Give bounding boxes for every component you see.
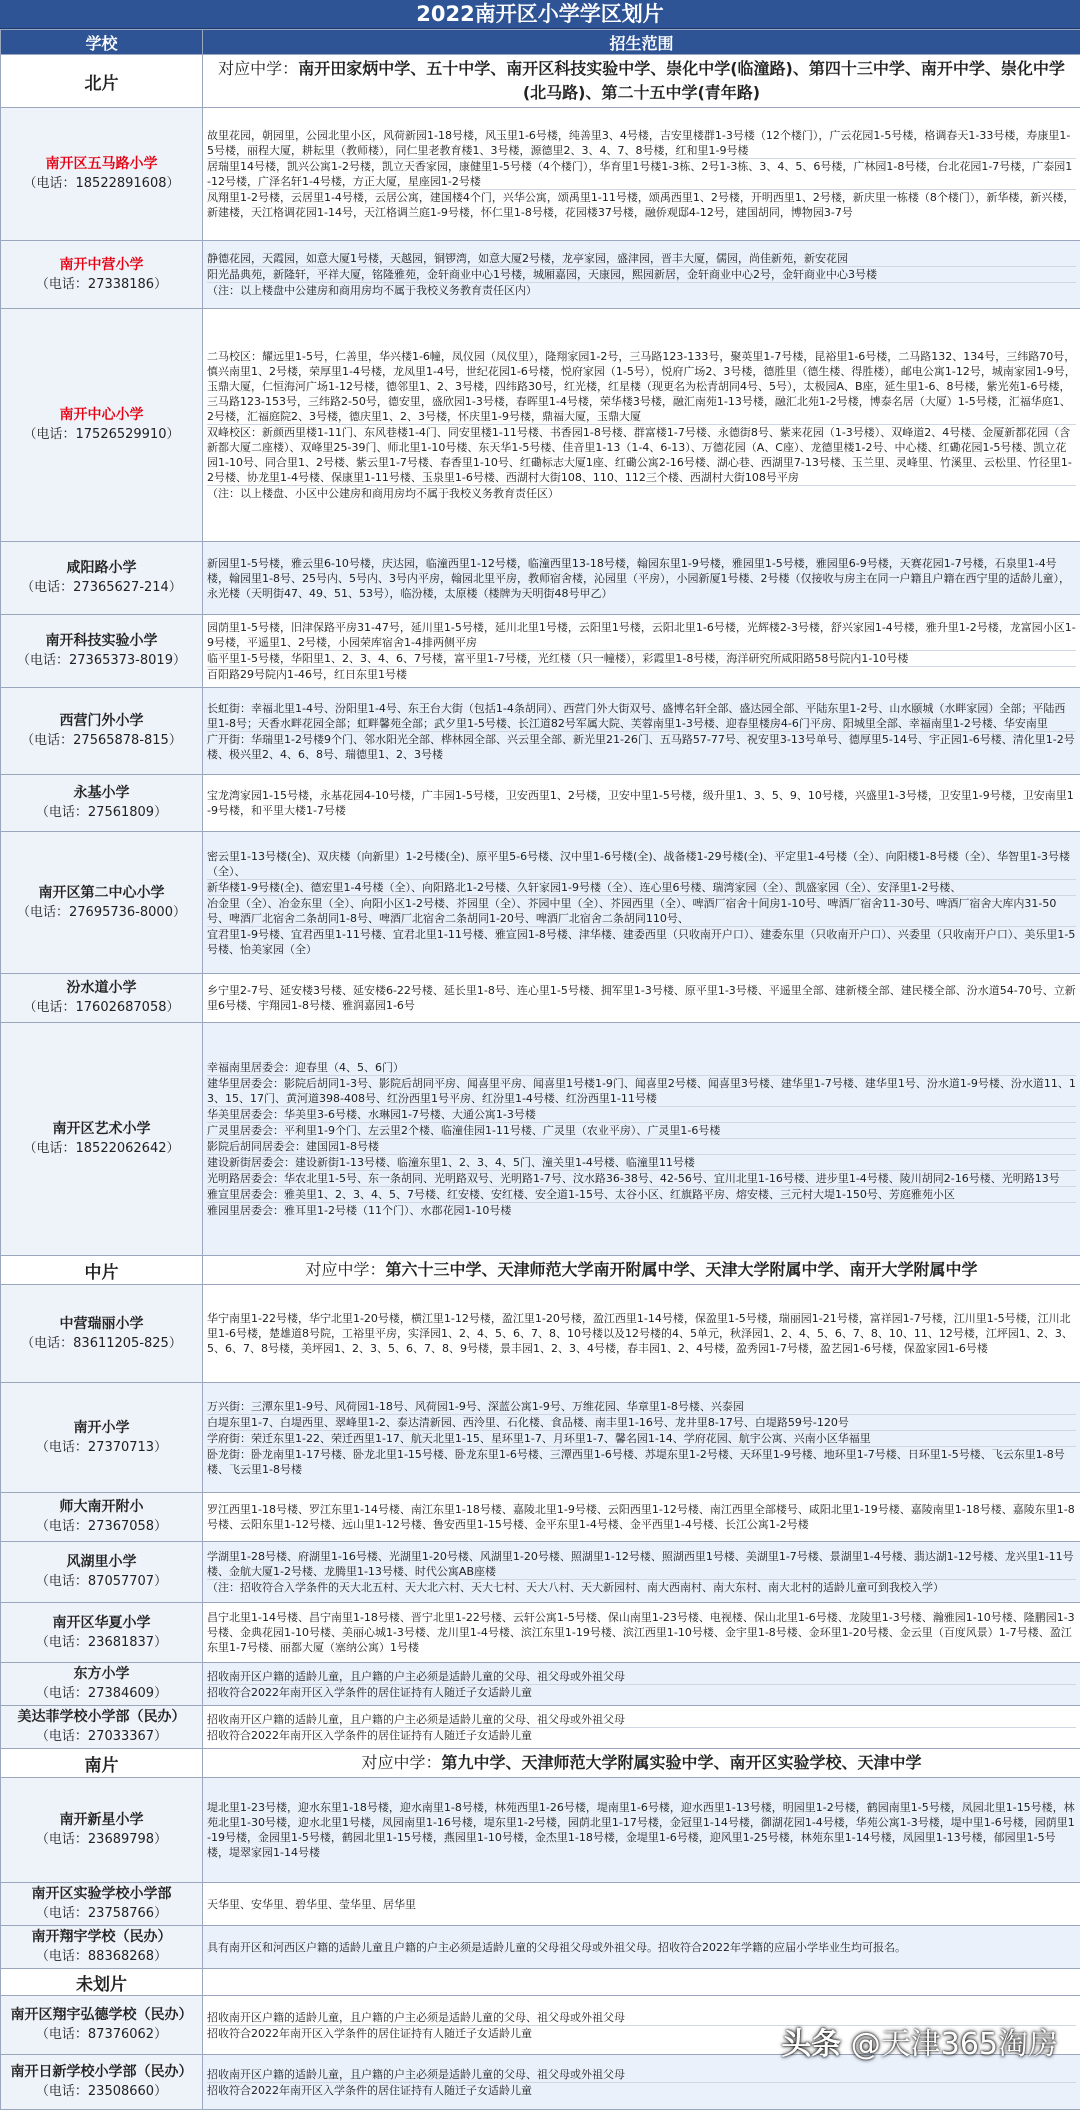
school-name: 南开翔宇学校（民办） — [5, 1928, 198, 1947]
scope-line: 雅园里居委会：雅耳里1-2号楼（11个门）、水郡花园1-10号楼 — [207, 1203, 1076, 1218]
zone-row-south — [1, 1749, 1080, 1778]
scope-line: 凤翔里1-2号楼，云居里1-4号楼，云居公寓，建国楼4个门，兴华公寓，颂禹里1-11号楼，颂禹西里1、2号楼，开明西里1、2号楼，新庆里一栋楼（8个楼门），新华楼，新兴楼，新建楼，天江格调花园1-14号，天江格调兰庭1-9号楼，怀仁里1-8号楼，花园楼37号楼，融侨观邸4-12号，建国胡同，博物园3-7号 — [207, 190, 1076, 220]
school-cell — [1, 542, 203, 615]
scope-line: 白堤东里1-7、白堤西里、翠峰里1-2、泰达清新园、西泠里、石化楼、食品楼、南丰里1-16号、龙井里8-17号、白堤路59号-120号 — [207, 1415, 1076, 1431]
scope-line: 幸福南里居委会：迎春里（4、5、6门） — [207, 1060, 1076, 1076]
school-cell — [1, 1542, 203, 1603]
school-cell — [1, 309, 203, 542]
scope-line: 临平里1-5号楼，华阳里1、2、3、4、6、7号楼，富平里1-7号楼，光红楼（只一幢楼），彩霞里1-8号楼，海洋研究所咸阳路58号院内1-10号楼 — [207, 651, 1076, 667]
header-scope: 招生范围 — [203, 30, 1080, 55]
school-phone: （电话：23689798） — [5, 1830, 198, 1849]
scope-cell — [203, 974, 1080, 1023]
scope-line: 招收南开区户籍的适龄儿童，且户籍的户主必须是适龄儿童的父母、祖父母或外祖父母 — [207, 1669, 1076, 1685]
scope-cell — [203, 1883, 1080, 1926]
scope-cell — [203, 1542, 1080, 1603]
scope-line: 宜君里1-9号楼、宜君西里1-11号楼、宜君北里1-11号楼、雅宣园1-8号楼、津华楼、建委西里（只收南开户口）、建委东里（只收南开户口）、兴委里（只收南开户口）、美乐里1-5号楼、怡美家园（全） — [207, 927, 1076, 957]
scope-line: 居瑞里14号楼，凯兴公寓1-2号楼，凯立天香家园，康健里1-5号楼（4个楼门），华育里1号楼1-3栋、2号1-3栋、3、4、5、6号楼，广林园1-8号楼，台北花园1-7号楼，广泰园1-12号楼，广泽名轩1-4号楼，方正大厦，星座园1-2号楼 — [207, 159, 1076, 190]
scope-line: 阳光晶典苑，新隆轩，平祥大厦，铭隆雅苑，金轩商业中心1号楼，城厢嘉园，天康园，熙园新居，金轩商业中心2号，金轩商业中心3号楼 — [207, 267, 1076, 283]
scope-line: （注：招收符合入学条件的天大北五村、天大北六村、天大七村、天大八村、天大新园村、南大西南村、南大东村、南大北村的适龄儿童可到我校入学） — [207, 1580, 1076, 1595]
scope-line: 广开街：华瑞里1-2号楼9个门、邻水阳光全部、桦林园全部、兴云里全部、新光里21-26门、五马路57-77号、祝安里3-13号单号、德厚里5-14号、宇正园1-6号楼、清化里1-2号楼、极兴里2、4、6、8号、瑞德里1、2、3号楼 — [207, 732, 1076, 762]
header-school: 学校 — [1, 30, 203, 55]
school-phone: （电话：18522062642） — [5, 1139, 198, 1158]
school-cell — [1, 775, 203, 832]
scope-cell — [203, 1285, 1080, 1383]
scope-line: 具有南开区和河西区户籍的适龄儿童且户籍的户主必须是适龄儿童的父母祖父母或外祖父母。招收符合2022年学籍的应届小学毕业生均可报名。 — [207, 1940, 1076, 1955]
scope-line: 招收南开区户籍的适龄儿童，且户籍的户主必须是适龄儿童的父母、祖父母或外祖父母 — [207, 1712, 1076, 1728]
school-phone: （电话：27365627-214） — [5, 578, 198, 597]
scope-cell — [203, 615, 1080, 688]
zone-middle-schools: 第六十三中学、天津师范大学南开附属中学、天津大学附属中学、南开大学附属中学 — [386, 1260, 978, 1279]
scope-line: 园荫里1-5号楼，旧津保路平房31-47号，延川里1-5号楼，延川北里1号楼，云阳里1号楼，云阳北里1-6号楼，光辉楼2-3号楼，舒兴家园1-4号楼，雅升里1-2号楼，龙富园小区1-9号楼，平遥里1、2号楼，小园荣库宿舍1-4排两侧平房 — [207, 620, 1076, 651]
scope-line: 乡宁里2-7号、延安楼3号楼、延安楼6-22号楼、延长里1-8号、连心里1-5号楼、拥军里1-3号楼、原平里1-3号楼、平遥里全部、建新楼全部、建民楼全部、汾水道54-70号、立新里6号楼、宇翔园1-8号楼、雅润嘉园1-6号 — [207, 983, 1076, 1013]
school-name: 南开区艺术小学 — [5, 1120, 198, 1139]
school-row — [1, 309, 1080, 542]
scope-line: 新园里1-5号楼，雅云里6-10号楼，庆达园，临潼西里1-12号楼，临潼西里13-18号楼，翰园东里1-9号楼，雅园里1-5号楼，雅园里6-9号楼，天赛花园1-7号楼，石泉里1-4号楼，翰园里1-8号、25号内、5号内、3号内平房，翰园北里平房，教师宿舍楼，沁园里（平房），小园新厦1号楼、2号楼（仅接收与房主在同一户籍且户籍在西宁里的适龄儿童），永光楼（天明街47、49、51、53号），临汾楼，太原楼（楼牌为天明街48号甲乙） — [207, 556, 1076, 601]
scope-cell — [203, 542, 1080, 615]
footer-account: @天津365淘房 — [851, 2027, 1058, 2062]
school-cell — [1, 1778, 203, 1883]
zone-name: 中片 — [1, 1256, 203, 1285]
zone-scope — [203, 1749, 1080, 1778]
scope-line: 密云里1-13号楼(全)、双庆楼（向新里）1-2号楼(全)、原平里5-6号楼、汉中里1-6号楼(全)、战备楼1-29号楼(全)、平定里1-4号楼（全）、向阳楼1-8号楼（全）、华智里1-3号楼（全）、 — [207, 849, 1076, 880]
school-phone: （电话：87057707） — [5, 1572, 198, 1591]
school-row — [1, 1883, 1080, 1926]
zone-name: 未划片 — [1, 1969, 203, 1996]
school-row — [1, 1926, 1080, 1969]
school-phone: （电话：18522891608） — [5, 174, 198, 193]
school-row — [1, 615, 1080, 688]
scope-cell — [203, 1663, 1080, 1706]
school-phone: （电话：87376062） — [5, 2025, 198, 2044]
school-cell — [1, 1996, 203, 2055]
school-row — [1, 542, 1080, 615]
school-cell — [1, 1493, 203, 1542]
scope-line: 堤北里1-23号楼，迎水东里1-18号楼，迎水南里1-8号楼，林苑西里1-26号楼，堤南里1-6号楼，迎水西里1-13号楼，明园里1-2号楼，鹤园南里1-5号楼，凤园北里1-15号楼，林苑北里1-30号楼，迎水北里1号楼，凤园南里1-16号楼，堤东里1-2号楼，园荫北里1-17号楼，金冠里1-14号楼，御湖花园1-4号楼，华苑公寓1-3号楼，堤中里1-6号楼，园荫里1-19号楼，金园里1-5号楼，鹤园北里1-15号楼，燕园里1-10号楼，金杰里1-18号楼，金堤里1-6号楼，迎风里1-25号楼，林苑东里1-14号楼，凤园里1-13号楼，郁园里1-5号楼，堤翠家园1-14号楼 — [207, 1800, 1076, 1860]
school-name: 咸阳路小学 — [5, 559, 198, 578]
scope-line: 招收符合2022年南开区入学条件的居住证持有人随迁子女适龄儿童 — [207, 2083, 1076, 2098]
school-cell — [1, 108, 203, 241]
page-title: 2022南开区小学学区划片 — [0, 0, 1080, 29]
table-header-row — [1, 30, 1080, 55]
school-row — [1, 832, 1080, 974]
scope-line: 昌宁北里1-14号楼、昌宁南里1-18号楼、晋宁北里1-22号楼、云轩公寓1-5号楼、保山南里1-23号楼、电视楼、保山北里1-6号楼、龙陵里1-3号楼、瀚雅园1-10号楼、隆鹏园1-3号楼、金典花园1-10号楼、美丽心城1-3号楼、龙川里1-4号楼、滨江东里1-19号楼、滨江西里1-10号楼、金宇里1-8号楼、金环里1-20号楼、金云里（百度风景）1-7号楼、盈江东里1-7号楼、丽都大厦（塞纳公寓）1号楼 — [207, 1610, 1076, 1655]
school-row — [1, 1706, 1080, 1749]
school-cell — [1, 1883, 203, 1926]
school-name: 南开日新学校小学部（民办） — [5, 2063, 198, 2082]
school-phone: （电话：23758766） — [5, 1904, 198, 1923]
school-name: 南开中营小学 — [5, 256, 198, 275]
school-phone: （电话：27338186） — [5, 275, 198, 294]
school-phone: （电话：27033367） — [5, 1727, 198, 1746]
school-phone: （电话：17526529910） — [5, 425, 198, 444]
school-row — [1, 1778, 1080, 1883]
school-cell — [1, 2055, 203, 2110]
scope-cell — [203, 688, 1080, 775]
school-row — [1, 1023, 1080, 1256]
school-name: 南开区五马路小学 — [5, 155, 198, 174]
school-name: 南开区第二中心小学 — [5, 884, 198, 903]
scope-line: 罗江西里1-18号楼、罗江东里1-14号楼、南江东里1-18号楼、嘉陵北里1-9号楼、云阳西里1-12号楼、南江西里全部楼号、咸阳北里1-19号楼、嘉陵南里1-18号楼、嘉陵东里1-8号楼、云阳东里1-12号楼、远山里1-12号楼、鲁安西里1-15号楼、金平东里1-4号楼、金平西里1-4号楼、长江公寓1-2号楼 — [207, 1502, 1076, 1532]
scope-cell — [203, 1926, 1080, 1969]
scope-line: 广灵里居委会：平利里1-9个门、左云里2个楼、临潼佳园1-11号楼、广灵里（农业平房）、广灵里1-6号楼 — [207, 1123, 1076, 1139]
scope-cell — [203, 832, 1080, 974]
scope-line: 故里花园，朝园里，公园北里小区，风荷新园1-18号楼，风玉里1-6号楼，纯善里3、4号楼，吉安里楼群1-3号楼（12个楼门），广云花园1-5号楼，格调春天1-33号楼，寿康里1-5号楼，丽程大厦，耕耘里（教师楼），同仁里老教育楼1、3号楼，源德里2、3、4、7、8号楼，红和里1-9号楼 — [207, 128, 1076, 159]
zone-name: 北片 — [1, 55, 203, 108]
school-row — [1, 1603, 1080, 1663]
school-name: 汾水道小学 — [5, 979, 198, 998]
school-name: 南开小学 — [5, 1419, 198, 1438]
scope-line: （注：以上楼盘、小区中公建房和商用房均不属于我校义务教育责任区） — [207, 486, 1076, 501]
zone-row-middle — [1, 1256, 1080, 1285]
school-row — [1, 108, 1080, 241]
school-name: 南开区翔宇弘德学校（民办） — [5, 2006, 198, 2025]
school-name: 永基小学 — [5, 784, 198, 803]
scope-line: 招收南开区户籍的适龄儿童，且户籍的户主必须是适龄儿童的父母、祖父母或外祖父母 — [207, 2067, 1076, 2083]
school-row — [1, 1383, 1080, 1493]
zone-row-unassigned — [1, 1969, 1080, 1996]
school-cell — [1, 241, 203, 309]
school-phone: （电话：23508660） — [5, 2082, 198, 2101]
school-phone: （电话：27367058） — [5, 1517, 198, 1536]
scope-cell — [203, 1778, 1080, 1883]
zone-scope — [203, 1969, 1080, 1996]
scope-line: 新华楼1-9号楼(全)、德宏里1-4号楼（全）、向阳路北1-2号楼、久轩家园1-9号楼（全）、连心里6号楼、瑞湾家园（全）、凯盛家园（全）、安泽里1-2号楼、 — [207, 880, 1076, 896]
school-name: 中营瑞丽小学 — [5, 1315, 198, 1334]
school-phone: （电话：27365373-8019） — [5, 651, 198, 670]
zone-scope — [203, 55, 1080, 108]
district-table — [0, 29, 1080, 2110]
school-name: 南开中心小学 — [5, 406, 198, 425]
school-cell — [1, 1383, 203, 1493]
scope-line: 百阳路29号院内1-46号，红日东里1号楼 — [207, 667, 1076, 682]
school-cell — [1, 1663, 203, 1706]
table-body — [1, 55, 1080, 2110]
scope-line: 学湖里1-28号楼、府湖里1-16号楼、光湖里1-20号楼、风湖里1-20号楼、照湖里1-12号楼、照湖西里1号楼、美湖里1-7号楼、景湖里1-4号楼、翡达湖1-12号楼、龙兴里1-11号楼、金航大厦1-2号楼、龙腾里1-13号楼、时代公寓AB座楼 — [207, 1549, 1076, 1580]
scope-line: 长虹街：幸福北里1-4号、汾阳里1-4号、东王台大街（包括1-4条胡同）、西营门外大街双号、盛博名轩全部、盛达园全部、平陆东里1-2号、山水颐城（水畔家园）全部；平陆西里1-8号；天香水畔花园全部；虹畔馨苑全部；武夕里1-5号楼、长江道82号军属大院、芙蓉南里1-3号楼、迎春里楼房4-6门平房、阳城里全部、幸福南里1-2号楼、华安南里 — [207, 701, 1076, 732]
zone-scope-prefix: 对应中学： — [361, 1753, 441, 1772]
school-name: 南开区实验学校小学部 — [5, 1885, 198, 1904]
scope-line: 天华里、安华里、碧华里、莹华里、居华里 — [207, 1897, 1076, 1912]
school-name: 风湖里小学 — [5, 1553, 198, 1572]
scope-line: 万兴街：三潭东里1-9号、风荷园1-18号、风荷园1-9号、深蓝公寓1-9号、万维花园、华章里1-8号楼、兴泰园 — [207, 1399, 1076, 1415]
school-phone: （电话：27561809） — [5, 803, 198, 822]
school-cell — [1, 688, 203, 775]
scope-cell — [203, 108, 1080, 241]
scope-line: 华宁南里1-22号楼，华宁北里1-20号楼，横江里1-12号楼，盈江里1-20号楼，盈江西里1-14号楼，保盈里1-5号楼，瑞丽园1-21号楼，富祥园1-7号楼，江川里1-5号楼，江川北里1-6号楼，楚雄道8号院，工裕里平房，实泽园1、2、4、5、6、7、8、10号楼以及12号楼的4、5单元，秋泽园1、2、4、5、6、7、8、10、11、12号楼，江坪园1、2、3、5、6、7、8号楼，美坪园1、2、3、5、6、7、8、9号楼，景丰园1、2、3、4号楼，春丰园1、2、4号楼，盈秀园1-7号楼，盈艺园1-6号楼，保盈家园1-6号楼 — [207, 1311, 1076, 1356]
school-name: 南开科技实验小学 — [5, 632, 198, 651]
school-phone: （电话：83611205-825） — [5, 1334, 198, 1353]
scope-line: 雅宣里居委会：雅美里1、2、3、4、5、7号楼、红安楼、安红楼、安全道1-15号、太谷小区、红旗路平房、熔安楼、三元村大堤1-150号、芳庭雅苑小区 — [207, 1187, 1076, 1203]
scope-line: 招收符合2022年南开区入学条件的居住证持有人随迁子女适龄儿童 — [207, 2026, 1076, 2041]
school-phone: （电话：17602687058） — [5, 998, 198, 1017]
scope-line: 华美里居委会：华美里3-6号楼、水琳园1-7号楼、大通公寓1-3号楼 — [207, 1107, 1076, 1123]
school-phone: （电话：23681837） — [5, 1633, 198, 1652]
school-phone: （电话：27370713） — [5, 1438, 198, 1457]
school-cell — [1, 832, 203, 974]
scope-line: 冶金里（全）、冶金东里（全）、向阳小区1-2号楼、芥园里（全）、芥园中里（全）、芥园西里（全）、啤酒厂宿舍十间房1-10号、啤酒厂宿舍11-30号、啤酒厂宿舍大库内31-50号、啤酒厂北宿舍二条胡同1-8号、啤酒厂北宿舍二条胡同1-20号、啤酒厂北宿舍二条胡同110号、 — [207, 896, 1076, 927]
scope-line: 二马校区：耀远里1-5号，仁善里，华兴楼1-6幢，凤仪园（凤仪里），隆翔家园1-2号，三马路123-133号，聚英里1-7号楼，昆裕里1-6号楼，二马路132、134号，三纬路70号，慎兴南里1、2号楼，荣厚里1-4号楼，龙凤里1-4号，世纪花园1-6号楼，悦府家园（1-5号），悦府广场2、3号楼，德胜里（德生楼、得胜楼），邮电公寓1-12号，城南家园1-9号，玉鼎大厦，仁恒海河广场1-12号楼，德邻里1、2、3号楼，四纬路30号，红光楼，红星楼（现更名为松青胡同4号、5号），太极园A、B座，延生里1-6、8号楼，紫光苑1-6号楼，三马路123-153号，三纬路2-50号，德安里，盛欣园1-3号楼，春晖里1-4号楼，荣华楼3号楼，融汇南苑1-13号楼，融汇北苑1-2号楼，博泰名居（大厦）1-5号楼，汇福华庭1、2号楼，汇福庭院2、3号楼，德庆里1、2、3号楼，怀庆里1-9号楼，鼎福大厦，玉鼎大厦 — [207, 349, 1076, 425]
school-name: 美达菲学校小学部（民办） — [5, 1708, 198, 1727]
school-phone: （电话：27565878-815） — [5, 731, 198, 750]
footer-brand: 头条 — [781, 2027, 841, 2062]
school-name: 师大南开附小 — [5, 1498, 198, 1517]
scope-line: 宝龙湾家园1-15号楼，永基花园4-10号楼，广丰园1-5号楼，卫安西里1、2号楼，卫安中里1-5号楼，级升里1、3、5、9、10号楼，兴盛里1-3号楼，卫安里1-9号楼，卫安南里1-9号楼，和平里大楼1-7号楼 — [207, 788, 1076, 818]
scope-cell — [203, 1383, 1080, 1493]
school-name: 东方小学 — [5, 1665, 198, 1684]
school-phone: （电话：27384609） — [5, 1684, 198, 1703]
scope-line: 静德花园，天霞园，如意大厦1号楼，天越园，铜锣湾，如意大厦2号楼，龙亭家园，盛津园，晋丰大厦，儒园，尚佳新苑，新安花园 — [207, 251, 1076, 267]
school-row — [1, 1542, 1080, 1603]
school-row — [1, 1493, 1080, 1542]
school-name: 南开新星小学 — [5, 1811, 198, 1830]
scope-cell — [203, 1603, 1080, 1663]
school-cell — [1, 1926, 203, 1969]
scope-cell — [203, 1706, 1080, 1749]
school-phone: （电话：27695736-8000） — [5, 903, 198, 922]
school-cell — [1, 974, 203, 1023]
school-name: 西营门外小学 — [5, 712, 198, 731]
scope-line: （注：以上楼盘中公建房和商用房均不属于我校义务教育责任区内） — [207, 283, 1076, 298]
school-cell — [1, 615, 203, 688]
scope-cell — [203, 309, 1080, 542]
school-phone: （电话：88368268） — [5, 1947, 198, 1966]
zone-scope-prefix: 对应中学： — [305, 1260, 385, 1279]
scope-line: 学府街：荣迁东里1-22、荣迁西里1-17、航天北里1-15、星环里1-7、月环里1-7、馨名园1-14、学府花园、航宇公寓、兴南小区华福里 — [207, 1431, 1076, 1447]
scope-line: 光明路居委会：华农北里1-5号、东一条胡同、光明路双号、光明路1-7号、汶水路36-38号、42-56号、宜川北里1-16号楼、进步里1-4号楼、陵川胡同2-16号楼、光明路13号 — [207, 1171, 1076, 1187]
scope-line: 招收符合2022年南开区入学条件的居住证持有人随迁子女适龄儿童 — [207, 1728, 1076, 1743]
school-cell — [1, 1706, 203, 1749]
school-cell — [1, 1603, 203, 1663]
zone-scope-prefix: 对应中学： — [218, 59, 298, 78]
watermark-footer — [781, 2019, 1058, 2063]
scope-line: 招收符合2022年南开区入学条件的居住证持有人随迁子女适龄儿童 — [207, 1685, 1076, 1700]
scope-cell — [203, 1023, 1080, 1256]
school-row — [1, 688, 1080, 775]
zone-middle-schools: 南开田家炳中学、五十中学、南开区科技实验中学、崇化中学(临潼路)、第四十三中学、南开中学、崇化中学(北马路)、第二十五中学(青年路) — [298, 59, 1065, 102]
scope-line: 卧龙街：卧龙南里1-17号楼、卧龙北里1-15号楼、卧龙东里1-6号楼、三潭西里1-6号楼、苏堤东里1-2号楼、天环里1-9号楼、地环里1-7号楼、日环里1-5号楼、飞云东里1-8号楼、飞云里1-8号楼 — [207, 1447, 1076, 1477]
school-name: 南开区华夏小学 — [5, 1614, 198, 1633]
scope-line: 建设新街居委会：建设新街1-13号楼、临潼东里1、2、3、4、5门、潼关里1-4号楼、临潼里11号楼 — [207, 1155, 1076, 1171]
scope-cell — [203, 1493, 1080, 1542]
zone-middle-schools: 第九中学、天津师范大学附属实验中学、南开区实验学校、天津中学 — [442, 1753, 922, 1772]
school-cell — [1, 1023, 203, 1256]
zone-scope — [203, 1256, 1080, 1285]
zone-name: 南片 — [1, 1749, 203, 1778]
school-row — [1, 775, 1080, 832]
scope-line: 建华里居委会：影院后胡同1-3号、影院后胡同平房、闻喜里平房、闻喜里1号楼1-9门、闻喜里2号楼、闻喜里3号楼、建华里1-7号楼、建华里1号、汾水道1-9号楼、汾水道11、13、15、17门、黄河道398-408号、红汾西里1号平房、红汾里1-4号楼、红汾西里1-11号楼 — [207, 1076, 1076, 1107]
scope-cell — [203, 241, 1080, 309]
school-cell — [1, 1285, 203, 1383]
school-row — [1, 241, 1080, 309]
scope-line: 影院后胡同居委会：建国园1-8号楼 — [207, 1139, 1076, 1155]
scope-line: 招收南开区户籍的适龄儿童，且户籍的户主必须是适龄儿童的父母、祖父母或外祖父母 — [207, 2010, 1076, 2026]
scope-cell — [203, 775, 1080, 832]
school-row — [1, 1663, 1080, 1706]
zone-row-north — [1, 55, 1080, 108]
school-row — [1, 1285, 1080, 1383]
scope-line: 双峰校区：新颜西里楼1-11门、东风巷楼1-4门、同安里楼1-11号楼、书香园1-8号楼、群富楼1-7号楼、永德街8号、紫来花园（1-3号楼）、双峰道2、4号楼、金厦新都花园（含新都大厦二座楼）、双峰里25-39门、师北里1-10号楼、东天华1-5号楼、佳音里1-13（1-4、6-13）、万德花园（A、C座）、龙德里楼1-2号、中心楼、红磡花园1-5号楼、凯立花园1-10号、同合里1、2号楼、紫云里1-7号楼、春香里1-10号、红磡标志大厦1座、红磡公寓2-16号楼、湖心巷、西湖里7-13号楼、玉兰里、灵峰里、竹溪里、云松里、竹径里1-2号楼、协龙里1-4号楼、保康里1-11号楼、玉泉里1-6号楼、西湖村大街108、110、112三个楼、西湖村大街108号平房 — [207, 425, 1076, 486]
school-row — [1, 974, 1080, 1023]
